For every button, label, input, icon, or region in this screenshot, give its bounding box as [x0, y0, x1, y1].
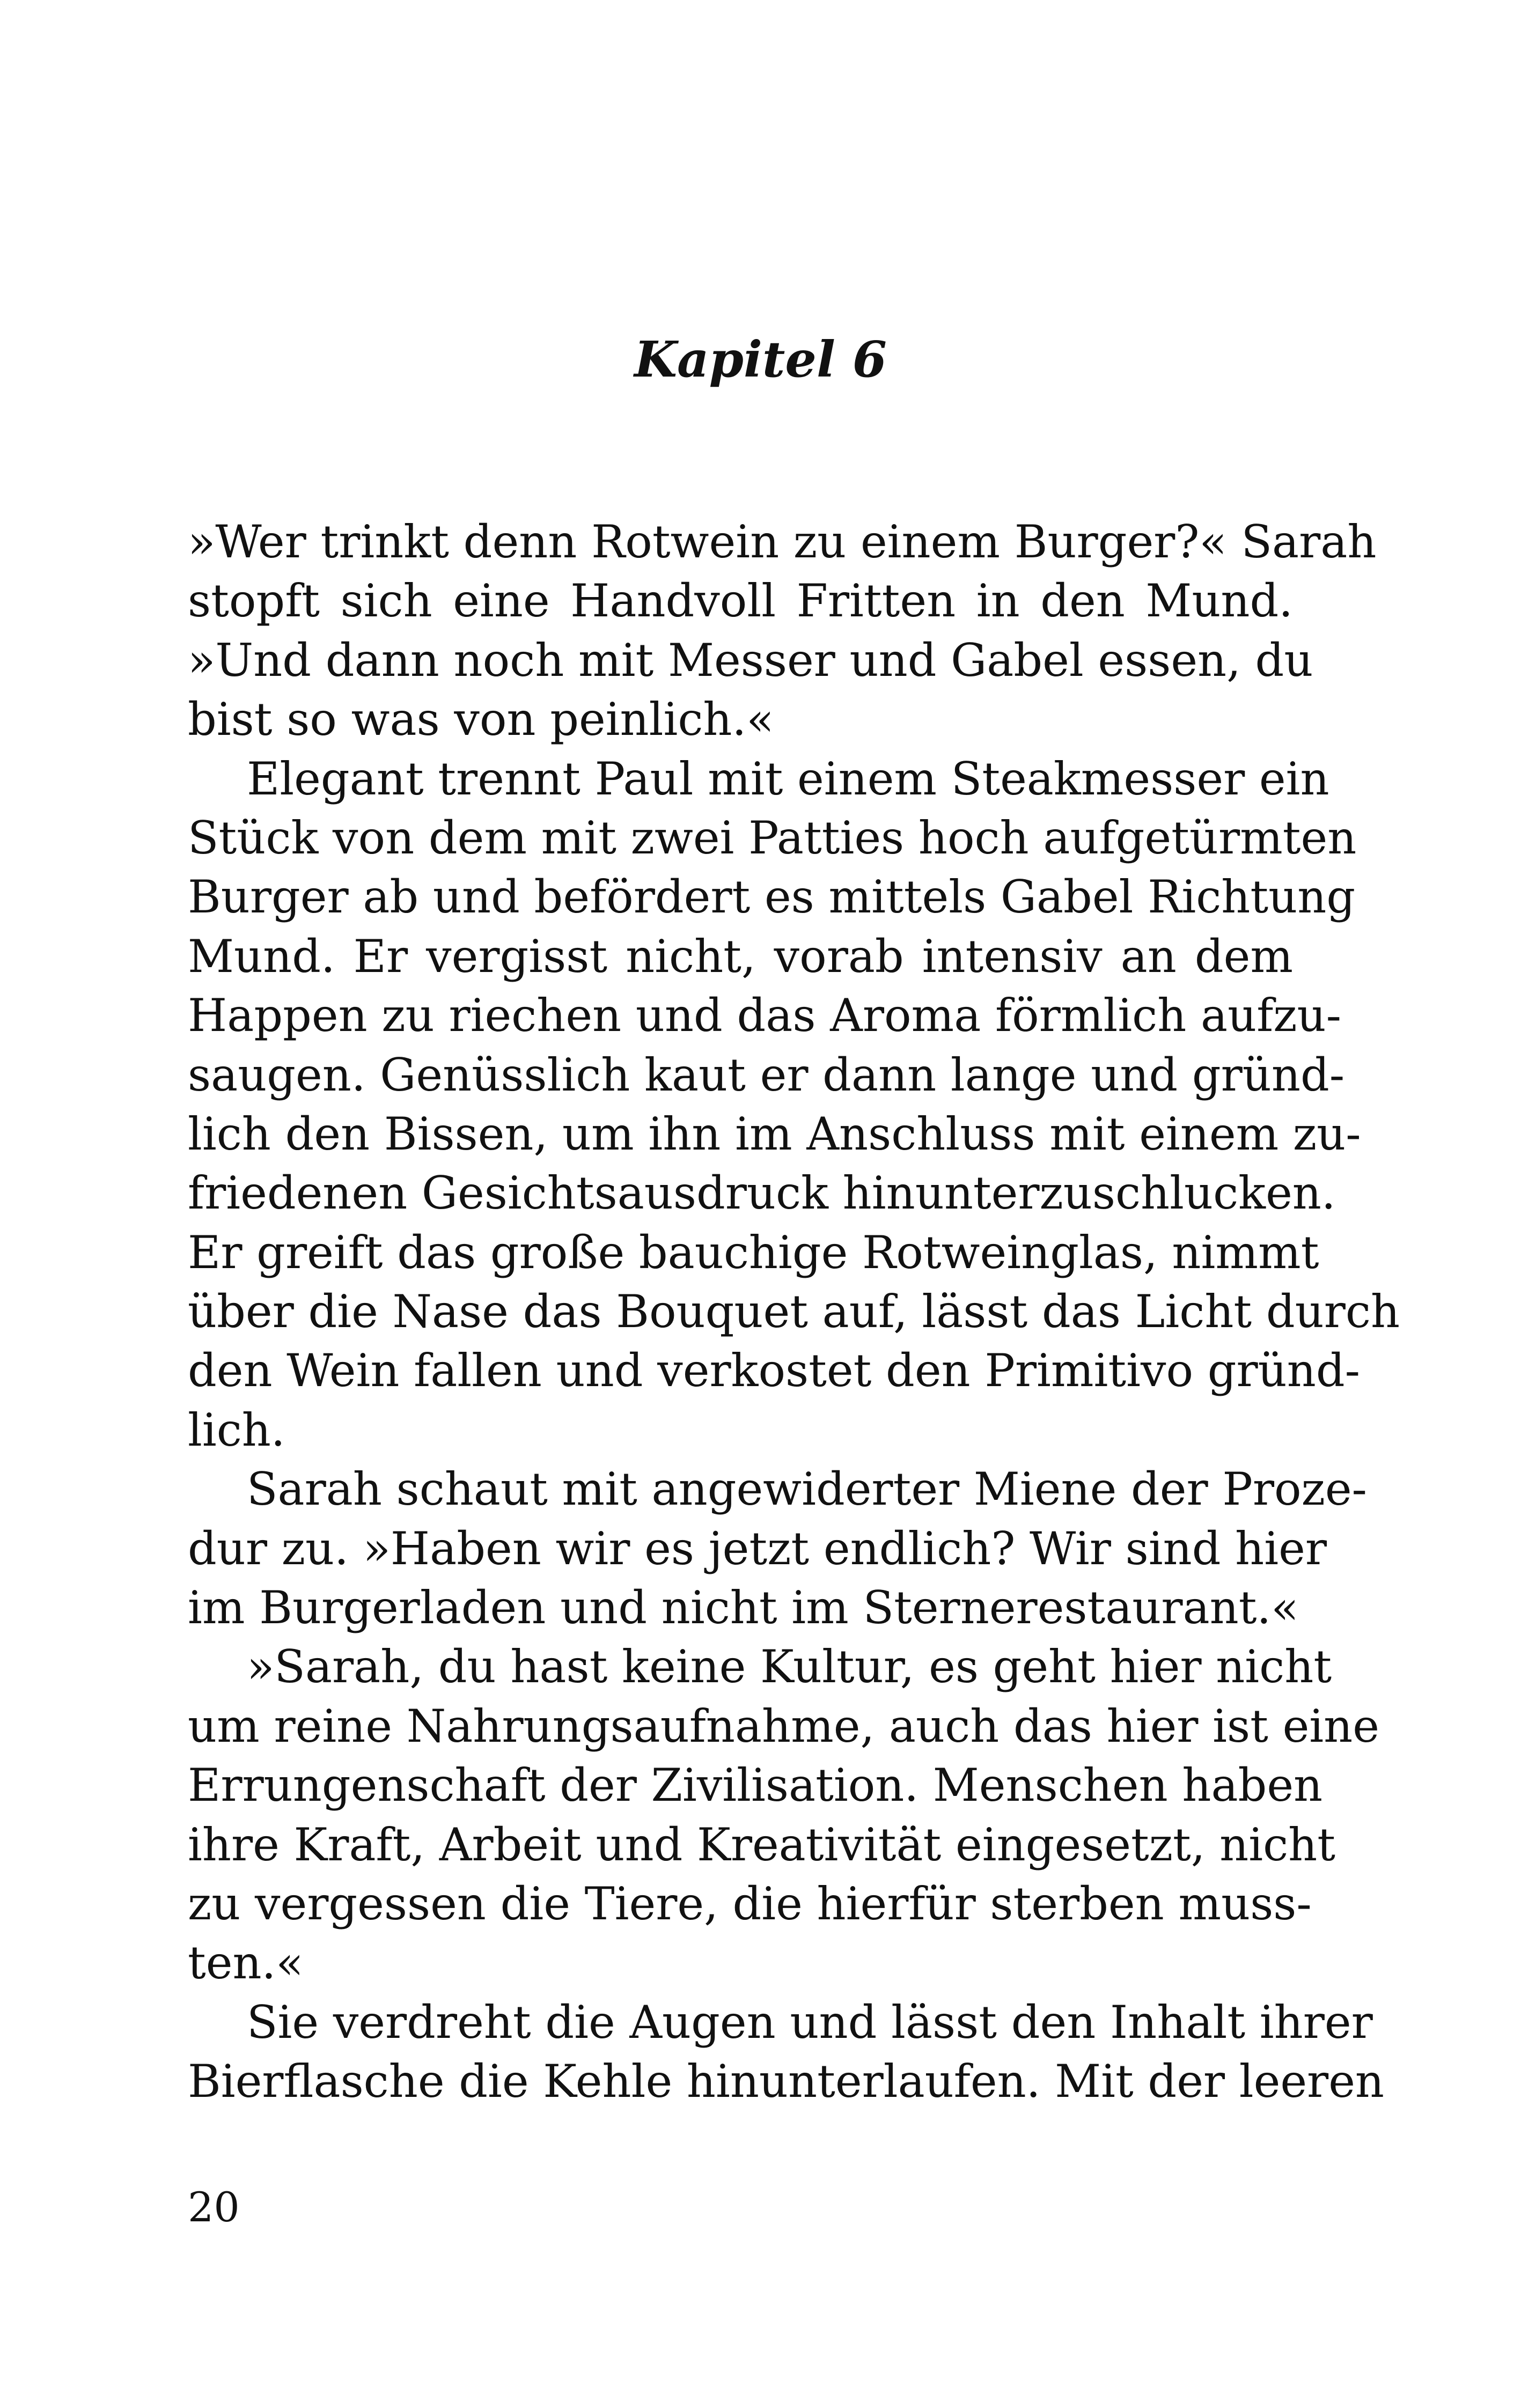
text-line: »Wer trinkt denn Rotwein zu einem Burger?« Sarah — [188, 516, 1377, 568]
text-line: bist so was von peinlich.« — [188, 693, 774, 746]
text-line: »Sarah, du hast keine Kultur, es geht hier nicht — [247, 1640, 1332, 1693]
text-line: zu vergessen die Tiere, die hierfür sterben muss- — [188, 1877, 1312, 1930]
text-line: Errungenschaft der Zivilisation. Menschen haben — [188, 1759, 1323, 1812]
text-line: »Und dann noch mit Messer und Gabel essen, du — [188, 634, 1313, 687]
text-line: Er greift das große bauchige Rotweinglas, nimmt — [188, 1226, 1319, 1279]
text-line: ihre Kraft, Arbeit und Kreativität eingesetzt, nicht — [188, 1818, 1336, 1871]
text-line: friedenen Gesichtsausdruck hinunterzuschlucken. — [188, 1167, 1336, 1220]
text-line: saugen. Genüsslich kaut er dann lange und gründ- — [188, 1048, 1345, 1101]
chapter-title: Kapitel 6 — [634, 330, 887, 388]
page-number: 20 — [188, 2183, 240, 2231]
text-line: Mund. Er vergisst nicht, vorab intensiv an dem — [188, 930, 1293, 983]
text-line: um reine Nahrungsaufnahme, auch das hier ist eine — [188, 1699, 1379, 1752]
text-line: Happen zu riechen und das Aroma förmlich aufzu- — [188, 989, 1342, 1042]
text-line: stopft sich eine Handvoll Fritten in den Mund. — [188, 575, 1293, 628]
text-line: Sarah schaut mit angewiderter Miene der Proze- — [247, 1463, 1367, 1516]
text-line: über die Nase das Bouquet auf, lässt das Licht durch — [188, 1285, 1400, 1338]
text-line: im Burgerladen und nicht im Sternerestaurant.« — [188, 1581, 1299, 1634]
text-line: Sie verdreht die Augen und lässt den Inhalt ihrer — [247, 1995, 1373, 2049]
text-line: Stück von dem mit zwei Patties hoch aufgetürmten — [188, 811, 1357, 864]
text-line: den Wein fallen und verkostet den Primitivo gründ- — [188, 1344, 1361, 1397]
text-line: dur zu. »Haben wir es jetzt endlich? Wir sind hier — [188, 1522, 1327, 1575]
text-line: Elegant trennt Paul mit einem Steakmesser ein — [247, 752, 1329, 805]
text-line: Burger ab und befördert es mittels Gabel Richtung — [188, 871, 1356, 924]
text-line: ten.« — [188, 1936, 304, 1990]
text-line: lich. — [188, 1403, 285, 1456]
text-line: lich den Bissen, um ihn im Anschluss mit einem zu- — [188, 1107, 1361, 1160]
text-line: Bierflasche die Kehle hinunterlaufen. Mit der leeren — [188, 2055, 1385, 2108]
body-text — [188, 512, 1400, 2111]
